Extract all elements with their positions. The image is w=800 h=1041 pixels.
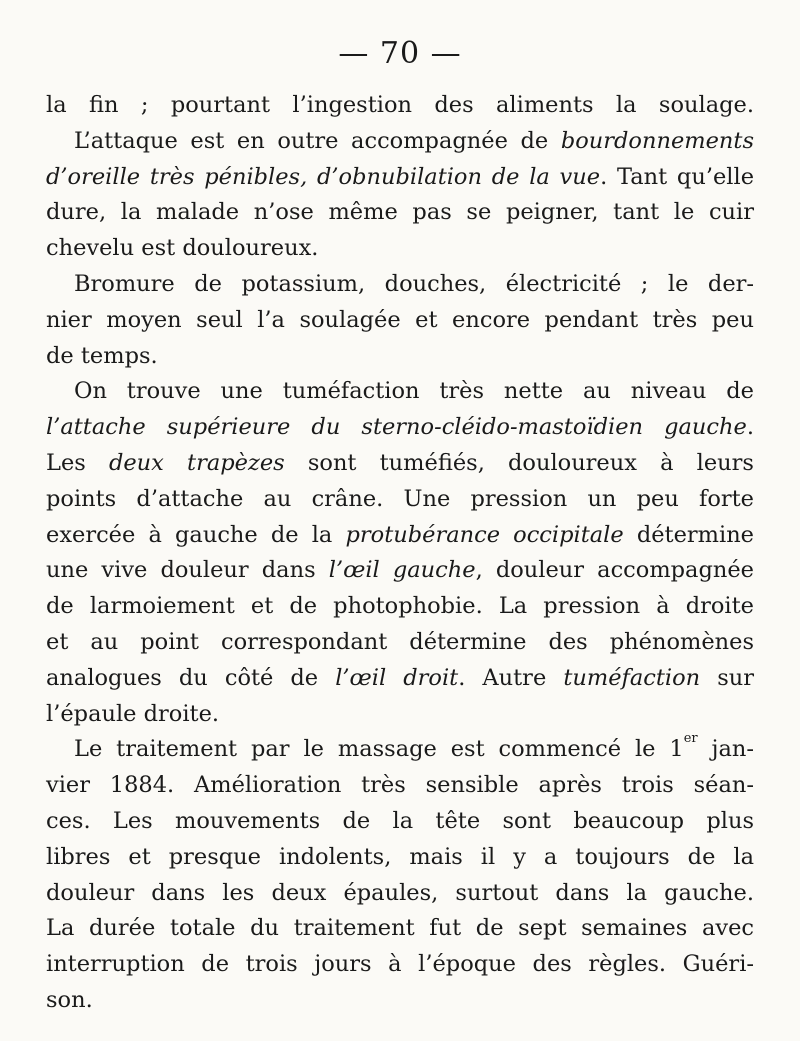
text-line [46, 124, 754, 160]
text-segment: de temps. [46, 342, 158, 369]
italic-text: l’œil gauche [328, 557, 476, 584]
text-segment: l’épaule droite. [46, 700, 220, 727]
body-text [46, 88, 754, 1019]
text-segment: vier 1884. Amélioration très sensible après trois séan- [46, 772, 754, 799]
text-line [46, 410, 754, 446]
text-segment: exercée à gauche de la [46, 521, 346, 548]
text-segment: Le traitement par le massage est commencé le 1 [74, 736, 684, 763]
text-segment: sur [700, 664, 754, 691]
text-line [46, 876, 754, 912]
text-segment: . Autre [458, 664, 564, 691]
text-line [46, 732, 754, 768]
text-line [46, 589, 754, 625]
text-line [46, 553, 754, 589]
italic-text: l’œil droit [335, 664, 459, 691]
superscript-text: er [683, 731, 698, 747]
text-line [46, 804, 754, 840]
text-segment: jan- [697, 736, 754, 763]
text-line [46, 518, 754, 554]
italic-text: deux trapèzes [108, 449, 285, 476]
text-line [46, 625, 754, 661]
text-segment: La durée totale du traitement fut de sept semaines avec [46, 915, 754, 942]
text-segment: son. [46, 986, 93, 1013]
text-segment: . Tant qu’elle [600, 163, 755, 190]
text-segment: analogues du côté de [46, 664, 336, 691]
text-line [46, 911, 754, 947]
text-line [46, 446, 754, 482]
page-number: — 70 — [338, 36, 462, 71]
text-line [46, 267, 754, 303]
text-segment: interruption de trois jours à l’époque des règles. Guéri- [46, 951, 754, 978]
text-segment: sont tuméfiés, douloureux à leurs [284, 449, 754, 476]
text-line [46, 768, 754, 804]
text-line [46, 661, 754, 697]
text-segment: nier moyen seul l’a soulagée et encore pendant très peu [46, 306, 754, 333]
text-line [46, 303, 754, 339]
italic-text: tuméfaction [563, 664, 701, 691]
text-segment: Les [46, 449, 109, 476]
text-segment: . [746, 414, 754, 441]
italic-text: d’oreille très pénibles, d’obnubilation de la vue [46, 163, 601, 190]
text-line [46, 339, 754, 375]
text-line [46, 840, 754, 876]
text-line [46, 374, 754, 410]
text-segment: dure, la malade n’ose même pas se peigner, tant le cuir [46, 199, 754, 226]
text-line [46, 88, 754, 124]
text-segment: On trouve une tuméfaction très nette au niveau de [74, 378, 754, 405]
text-line [46, 983, 754, 1019]
italic-text: protubérance occipitale [345, 521, 624, 548]
text-segment: douleur dans les deux épaules, surtout dans la gauche. [46, 879, 754, 906]
text-segment: L’attaque est en outre accompagnée de [74, 127, 561, 154]
text-line [46, 697, 754, 733]
text-line [46, 947, 754, 983]
text-segment: la fin ; pourtant l’ingestion des aliments la soulage. [46, 92, 754, 118]
text-segment: ces. Les mouvements de la tête sont beaucoup plus [46, 807, 754, 834]
text-segment: détermine [623, 521, 754, 548]
text-line [46, 160, 754, 196]
text-segment: libres et presque indolents, mais il y a toujours de la [46, 843, 754, 870]
text-segment: , douleur accompagnée [475, 557, 754, 584]
text-segment: et au point correspondant détermine des phénomènes [46, 628, 754, 655]
italic-text: bourdonnements [560, 127, 754, 154]
text-segment: Bromure de potassium, douches, électricité ; le der- [74, 270, 754, 297]
text-segment: de larmoiement et de photophobie. La pression à droite [46, 593, 754, 620]
text-segment: chevelu est douloureux. [46, 235, 319, 262]
text-segment: une vive douleur dans [46, 557, 329, 584]
italic-text: l’attache supérieure du sterno-cléido-mastoïdien gauche [46, 414, 747, 441]
text-segment: points d’attache au crâne. Une pression un peu forte [46, 485, 754, 512]
text-line [46, 195, 754, 231]
text-line [46, 482, 754, 518]
text-line [46, 231, 754, 267]
